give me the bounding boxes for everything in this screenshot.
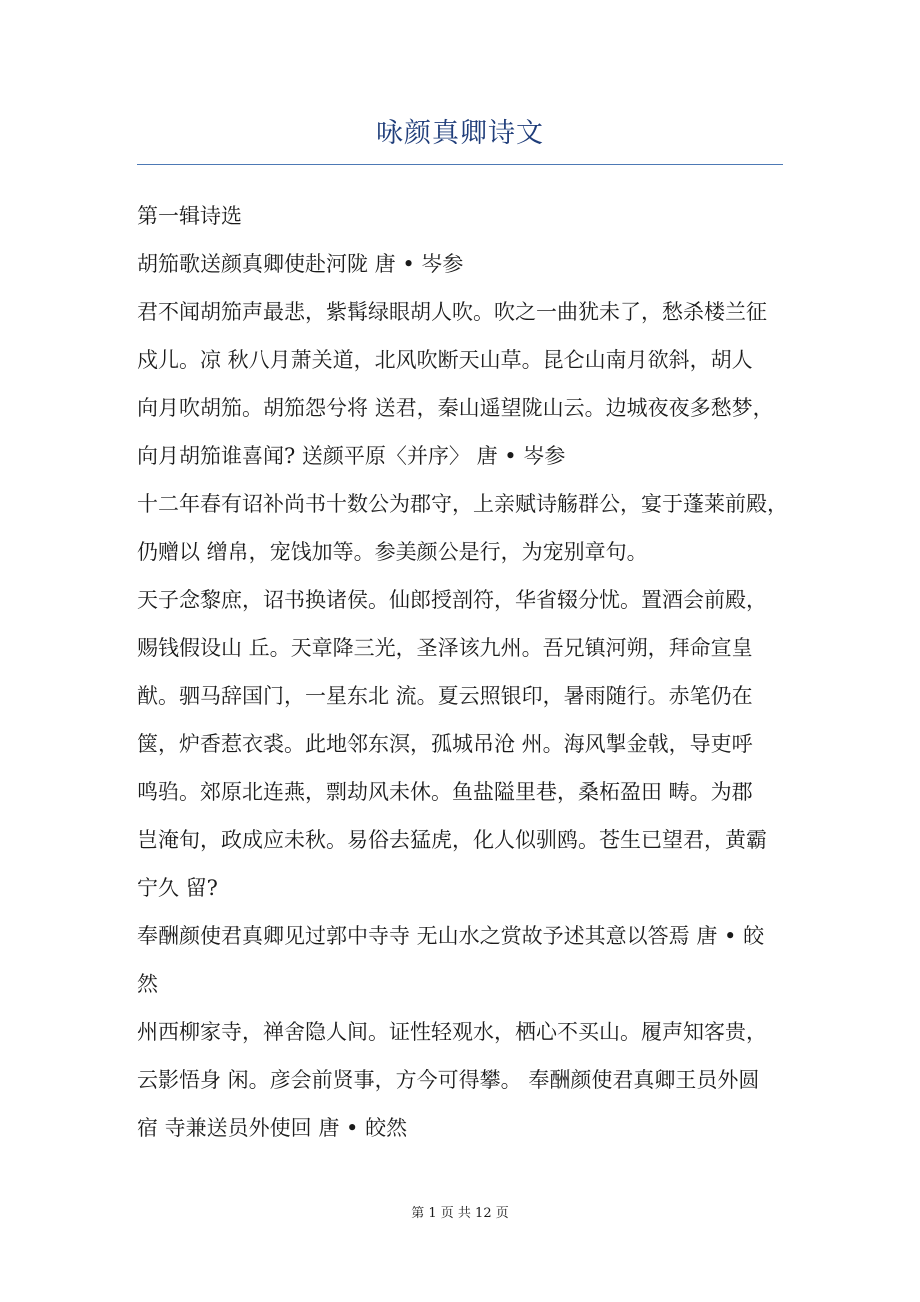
- title-divider: [137, 164, 783, 165]
- text-line: 十二年春有诏补尚书十数公为郡守，上亲赋诗觞群公，宴于蓬莱前殿，: [137, 492, 788, 516]
- text-line: 奉酬颜使君真卿见过郭中寺寺 无山水之赏故予述其意以答焉 唐 • 皎: [137, 924, 765, 948]
- text-line: 赐钱假设山 丘。天章降三光，圣泽该九州。吾兄镇河朔，拜命宣皇: [137, 636, 753, 660]
- text-line: 天子念黎庶，诏书换诸侯。仙郎授剖符，华省辍分忧。置酒会前殿，: [137, 588, 767, 612]
- text-line: 君不闻胡笳声最悲，紫髯绿眼胡人吹。吹之一曲犹未了，愁杀楼兰征: [137, 300, 767, 324]
- text-line: 向月胡笳谁喜闻? 送颜平原〈并序〉 唐 • 岑参: [137, 444, 566, 468]
- text-line: 鸣驺。郊原北连燕，剽劫风未休。鱼盐隘里巷，桑柘盈田 畴。为郡: [137, 780, 753, 804]
- text-line: 宁久 留?: [137, 876, 218, 900]
- text-line: 第一辑诗选: [137, 204, 242, 228]
- text-line: 岂淹旬，政成应未秋。易俗去猛虎，化人似驯鸥。苍生已望君，黄霸: [137, 828, 767, 852]
- page-number-footer: 第 1 页 共 12 页: [411, 1206, 509, 1221]
- document-title: 咏颜真卿诗文: [376, 118, 544, 149]
- text-line: 向月吹胡笳。胡笳怨兮将 送君，秦山遥望陇山云。边城夜夜多愁梦，: [137, 396, 774, 420]
- text-line: 云影悟身 闲。彦会前贤事，方今可得攀。 奉酬颜使君真卿王员外圆: [137, 1068, 760, 1092]
- text-line: 然: [137, 972, 158, 996]
- text-line: 胡笳歌送颜真卿使赴河陇 唐 • 岑参: [137, 252, 464, 276]
- document-body: [137, 192, 787, 1152]
- text-line: 宿 寺兼送员外使回 唐 • 皎然: [137, 1116, 408, 1140]
- text-line: 仍赠以 缯帛，宠饯加等。参美颜公是行，为宠别章句。: [137, 540, 648, 564]
- text-line: 猷。驷马辞国门，一星东北 流。夏云照银印，暑雨随行。赤笔仍在: [137, 684, 753, 708]
- text-line: 州西柳家寺，禅舍隐人间。证性轻观水，栖心不买山。履声知客贵，: [137, 1020, 767, 1044]
- text-line: 箧，炉香惹衣裘。此地邻东溟，孤城吊沧 州。海风掣金戟，导吏呼: [137, 732, 753, 756]
- text-line: 戍儿。凉 秋八月萧关道，北风吹断天山草。昆仑山南月欲斜，胡人: [137, 348, 753, 372]
